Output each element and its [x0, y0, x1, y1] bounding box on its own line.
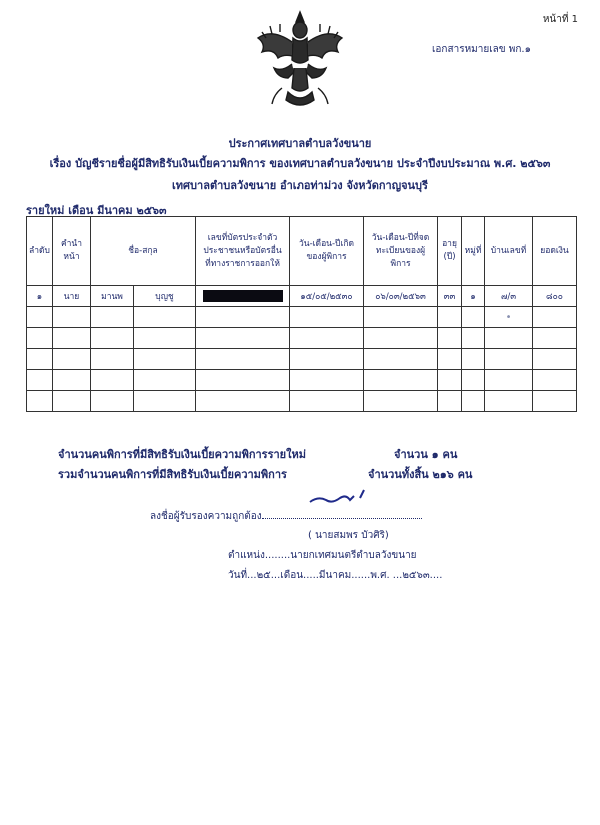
table-row: [27, 391, 577, 412]
table-row: [27, 349, 577, 370]
cell-title: นาย: [53, 286, 91, 307]
redaction-block: [203, 290, 283, 302]
total-count-label: รวมจำนวนคนพิการที่มีสิทธิรับเงินเบี้ยความพิการ: [58, 468, 287, 481]
col-age: อายุ (ปี): [438, 217, 462, 286]
col-no: ลำดับ: [27, 217, 53, 286]
garuda-emblem-icon: [252, 8, 348, 112]
col-title: คำนำหน้า: [53, 217, 91, 286]
table-row: [27, 307, 577, 328]
table-row: [27, 370, 577, 391]
cell-amount: ๘๐๐: [533, 286, 577, 307]
cell-no: ๑: [27, 286, 53, 307]
certifier-line: ลงชื่อผู้รับรองความถูกต้อง: [150, 508, 422, 524]
col-village: หมู่ที่: [462, 217, 485, 286]
certified-date: วันที่...๒๕...เดือน.....มีนาคม......พ.ศ. ...๒๕๖๓....: [228, 570, 443, 581]
handwritten-signature: [306, 486, 376, 510]
beneficiary-table: [26, 216, 577, 412]
table-header-row: [27, 217, 577, 286]
cell-village: ๑: [462, 286, 485, 307]
certifier-position: ตำแหน่ง........นายกเทศมนตรีตำบลวังขนาย: [228, 550, 417, 561]
cell-last-name: บุญชู: [134, 286, 196, 307]
col-name: ชื่อ-สกุล: [91, 217, 196, 286]
col-birth-date: วัน-เดือน-ปีเกิดของผู้พิการ: [290, 217, 364, 286]
col-house-no: บ้านเลขที่: [485, 217, 533, 286]
cell-id-card: [196, 286, 290, 307]
cell-first-name: มานพ: [91, 286, 134, 307]
cell-register-date: ๐๖/๐๓/๒๕๖๓: [364, 286, 438, 307]
period-label: รายใหม่ เดือน มีนาคม ๒๕๖๓: [26, 204, 167, 217]
table-row: [27, 286, 577, 307]
col-register-date: วัน-เดือน-ปีที่จดทะเบียนของผู้พิการ: [364, 217, 438, 286]
total-count-value: จำนวนทั้งสิ้น ๒๑๖ คน: [368, 468, 473, 481]
page-number: หน้าที่ 1: [542, 14, 578, 25]
cell-age: ๓๓: [438, 286, 462, 307]
col-id-card: เลขที่บัตรประจำตัวประชาชนหรือบัตรอื่นที่ทางราชการออกให้: [196, 217, 290, 286]
new-count-value: จำนวน ๑ คน: [394, 448, 458, 461]
cell-house-no: ๗/๓: [485, 286, 533, 307]
stray-mark: •: [485, 307, 533, 328]
document-number: เอกสารหมายเลข พก.๑: [432, 44, 531, 55]
table-row: [27, 328, 577, 349]
col-amount: ยอดเงิน: [533, 217, 577, 286]
cell-birth-date: ๑๕/๐๕/๒๕๓๐: [290, 286, 364, 307]
certifier-name: ( นายสมพร บัวศิริ): [308, 530, 389, 541]
subject-line: เรื่อง บัญชีรายชื่อผู้มีสิทธิรับเงินเบี้ยความพิการ ของเทศบาลตำบลวังขนาย ประจำปีงบประมาณ พ.ศ. ๒๕๖๓: [49, 157, 551, 170]
announcement-title: ประกาศเทศบาลตำบลวังขนาย: [228, 137, 372, 150]
new-count-label: จำนวนคนพิการที่มีสิทธิรับเงินเบี้ยความพิการรายใหม่: [58, 448, 306, 461]
municipality-line: เทศบาลตำบลวังขนาย อำเภอท่าม่วง จังหวัดกาญจนบุรี: [172, 179, 428, 192]
